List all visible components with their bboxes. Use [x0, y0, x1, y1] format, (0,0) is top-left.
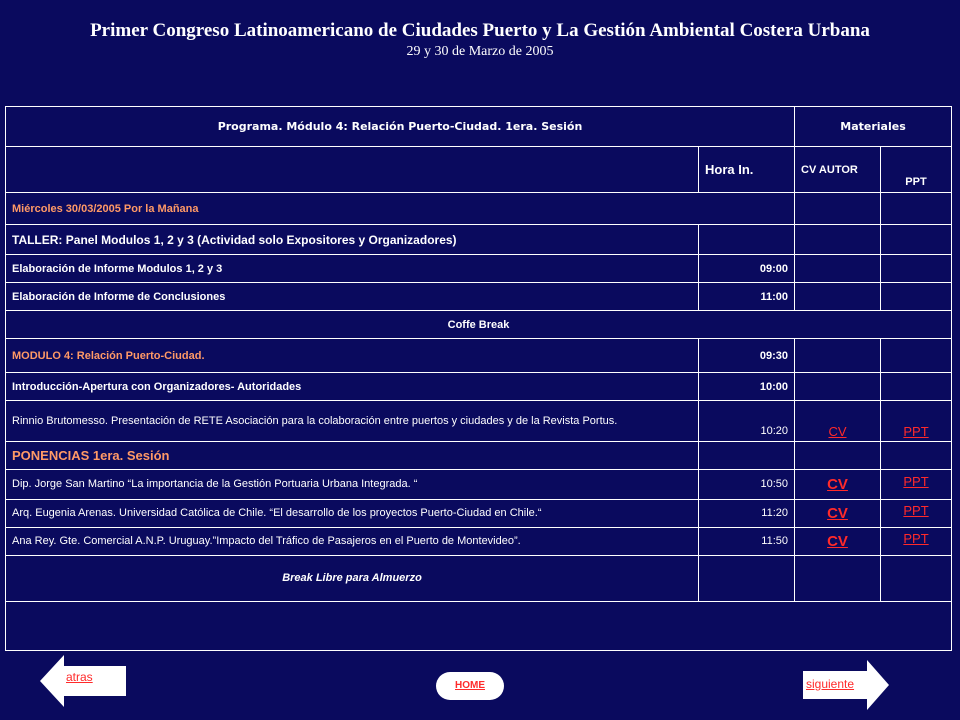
home-button[interactable]: HOME — [436, 672, 504, 700]
col-hora-header: Hora In. — [699, 147, 795, 193]
empty-cell — [795, 373, 881, 401]
cv-link[interactable]: CV — [827, 532, 848, 550]
cv-cell — [795, 499, 881, 527]
ppt-link[interactable]: PPT — [903, 530, 929, 546]
row-time: 10:00 — [699, 373, 795, 401]
empty-cell — [881, 339, 952, 373]
row-text: Rinnio Brutomesso. Presentación de RETE Asociación para la colaboración entre puertos y ciudades y de la Revista Portus. — [6, 401, 699, 441]
cv-cell — [795, 401, 881, 441]
row-time: 11:00 — [699, 283, 795, 311]
empty-cell — [881, 283, 952, 311]
cv-link[interactable]: CV — [827, 504, 848, 522]
lunch-break: Break Libre para Almuerzo — [6, 555, 699, 601]
ppt-cell — [881, 401, 952, 441]
cv-cell — [795, 469, 881, 499]
row-time: 10:50 — [699, 469, 795, 499]
ppt-cell — [881, 499, 952, 527]
cv-link[interactable]: CV — [828, 423, 847, 439]
row-time: 11:20 — [699, 499, 795, 527]
empty-cell — [795, 255, 881, 283]
back-label[interactable]: atras — [66, 670, 93, 684]
empty-cell — [795, 441, 881, 469]
program-table — [5, 106, 952, 651]
ppt-cell — [881, 469, 952, 499]
row-text: Ana Rey. Gte. Comercial A.N.P. Uruguay.”Impacto del Tráfico de Pasajeros en el Puerto de Montevideo”. — [6, 527, 699, 555]
row-text: Elaboración de Informe Modulos 1, 2 y 3 — [6, 255, 699, 283]
row-text: Arq. Eugenia Arenas. Universidad Católica de Chile. “El desarrollo de los proyectos Puerto-Ciudad en Chile.“ — [6, 499, 699, 527]
col-cv-header: CV AUTOR — [795, 147, 881, 193]
page-subtitle-date: 29 y 30 de Marzo de 2005 — [406, 44, 554, 59]
empty-footer-cell — [6, 601, 952, 650]
program-title: Programa. Módulo 4: Relación Puerto-Ciudad. 1era. Sesión — [6, 107, 795, 147]
materials-title: Materiales — [795, 107, 952, 147]
empty-cell — [881, 225, 952, 255]
empty-cell — [795, 193, 881, 225]
empty-cell — [881, 555, 952, 601]
col-ppt-header: PPT — [881, 147, 952, 193]
ppt-cell — [881, 527, 952, 555]
row-text: Dip. Jorge San Martino “La importancia de la Gestión Portuaria Urbana Integrada. “ — [6, 469, 699, 499]
ppt-link[interactable]: PPT — [903, 423, 929, 439]
empty-cell — [881, 193, 952, 225]
empty-cell — [881, 255, 952, 283]
cv-cell — [795, 527, 881, 555]
ppt-link[interactable]: PPT — [903, 473, 929, 489]
row-time: 11:50 — [699, 527, 795, 555]
header-empty-cell — [6, 147, 699, 193]
ponencias-heading: PONENCIAS 1era. Sesión — [6, 441, 699, 469]
taller-heading: TALLER: Panel Modulos 1, 2 y 3 (Actividad solo Expositores y Organizadores) — [6, 225, 699, 255]
empty-cell — [795, 555, 881, 601]
empty-cell — [699, 225, 795, 255]
row-text: Introducción-Apertura con Organizadores- Autoridades — [6, 373, 699, 401]
page-title: Primer Congreso Latinoamericano de Ciudades Puerto y La Gestión Ambiental Costera Urbana — [90, 20, 870, 41]
row-text: Elaboración de Informe de Conclusiones — [6, 283, 699, 311]
row-time: 09:00 — [699, 255, 795, 283]
row-time: 09:30 — [699, 339, 795, 373]
coffee-break: Coffe Break — [6, 311, 952, 339]
empty-cell — [881, 373, 952, 401]
row-time: 10:20 — [699, 401, 795, 441]
ppt-link[interactable]: PPT — [903, 502, 929, 518]
empty-cell — [795, 225, 881, 255]
next-label[interactable]: siguiente — [806, 677, 855, 691]
back-button[interactable] — [40, 655, 126, 707]
empty-cell — [699, 441, 795, 469]
empty-cell — [795, 339, 881, 373]
cv-link[interactable]: CV — [827, 475, 848, 493]
modulo-heading: MODULO 4: Relación Puerto-Ciudad. — [6, 339, 699, 373]
empty-cell — [699, 555, 795, 601]
next-button[interactable] — [803, 660, 889, 710]
empty-cell — [881, 441, 952, 469]
day-heading: Miércoles 30/03/2005 Por la Mañana — [6, 193, 795, 225]
empty-cell — [795, 283, 881, 311]
